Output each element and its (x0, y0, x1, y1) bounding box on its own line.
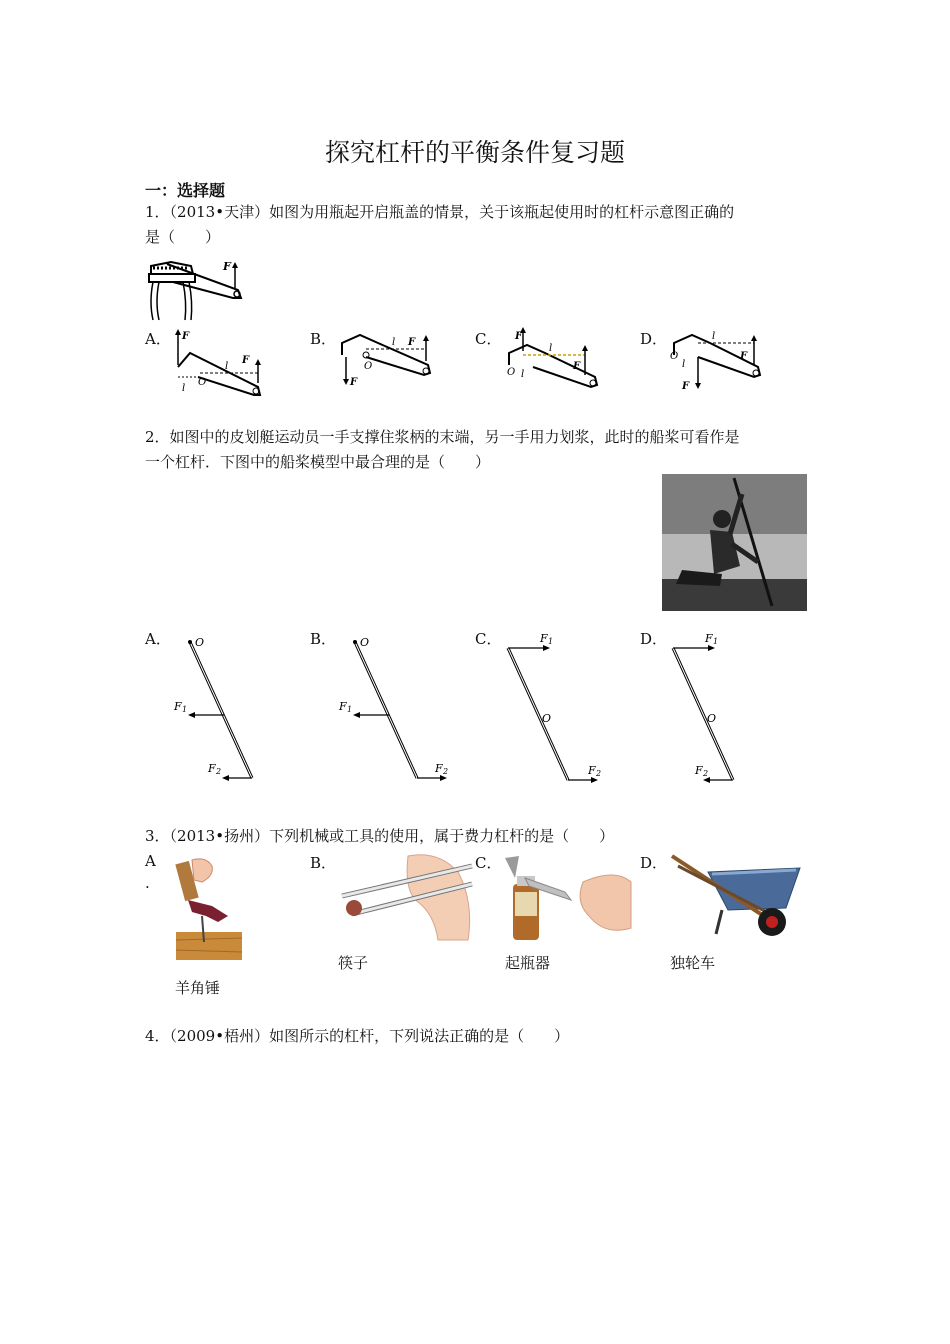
q2-diagram-c (500, 630, 610, 785)
q2-diagram-a (170, 630, 270, 785)
q2-option-c[interactable]: C． (475, 630, 502, 648)
q1-diagram-a (170, 325, 270, 400)
q1-option-b[interactable]: B． (310, 330, 337, 348)
q1d-f1-label: F (740, 351, 748, 362)
q3-caption-c: 起瓶器 (505, 954, 551, 972)
q2-option-d[interactable]: D． (640, 630, 668, 648)
q4-text-line1: 4．（2009•梧州）如图所示的杠杆，下列说法正确的是（ ） (145, 1027, 570, 1045)
q1a-l1-label: l (225, 361, 229, 372)
q3-caption-b: 筷子 (338, 954, 369, 972)
q2d-f2-sub: 2 (703, 769, 709, 778)
q2a-f2-label: F (208, 762, 216, 775)
q1a-f1-label: F (242, 355, 250, 366)
q3-option-a[interactable]: A (145, 852, 156, 870)
q2-canoe-athlete-photo (662, 474, 807, 611)
q2a-f1-sub: 1 (182, 705, 188, 714)
q1-diagram-d (668, 325, 768, 395)
q3-caption-a: 羊角锤 (175, 979, 221, 997)
q1-text-line2: 是（ ） (145, 228, 221, 246)
q3-claw-hammer-image (172, 856, 244, 962)
q2d-o-label: O (707, 712, 717, 725)
q1b-l1-label: l (392, 337, 396, 348)
q2c-o-label: O (542, 712, 552, 725)
q1c-f2-label: F (515, 331, 523, 342)
q2a-f2-sub: 2 (216, 767, 222, 776)
q1c-l1-label: l (549, 343, 553, 354)
q1-fig-f1-label: F (223, 260, 231, 273)
q1a-o-label: O (198, 377, 207, 388)
q2c-f2-sub: 2 (596, 769, 602, 778)
q1d-l2-label: l (682, 359, 686, 370)
q2-option-b[interactable]: B． (310, 630, 337, 648)
q3-chopsticks-image (338, 852, 476, 944)
q2c-f1-label: F (540, 632, 548, 645)
q3-option-c[interactable]: C． (475, 854, 502, 872)
q1c-l2-label: l (521, 369, 525, 380)
q2-text-line1: 2．如图中的皮划艇运动员一手支撑住浆柄的末端，另一手用力划浆，此时的船桨可看作是 (145, 428, 740, 446)
q2b-f2-label: F (435, 762, 443, 775)
q1-bottle-opener-figure (143, 252, 253, 324)
q1d-f2-label: F (682, 381, 690, 392)
q3-bottle-opener-image (505, 852, 633, 940)
q3-text-line1: 3．（2013•扬州）下列机械或工具的使用，属于费力杠杆的是（ ） (145, 827, 615, 845)
q2b-f1-label: F (339, 700, 347, 713)
q3-caption-d: 独轮车 (670, 954, 716, 972)
q2c-f1-sub: 1 (548, 637, 554, 646)
q2a-o-label: O (195, 636, 205, 649)
q2b-f1-sub: 1 (347, 705, 353, 714)
q1b-o-label: O (364, 361, 373, 372)
q3-option-d[interactable]: D． (640, 854, 668, 872)
q2-diagram-d (665, 630, 775, 785)
q1-option-a[interactable]: A． (145, 330, 171, 348)
q1-diagram-b (338, 325, 438, 390)
q2-option-a[interactable]: A． (145, 630, 171, 648)
q3-wheelbarrow-image (668, 852, 806, 940)
q2a-f1-label: F (174, 700, 182, 713)
q3-option-b[interactable]: B． (310, 854, 337, 872)
q2d-f1-sub: 1 (713, 637, 719, 646)
q1b-f2-label: F (350, 377, 358, 388)
q1c-f1-label: F (573, 361, 581, 372)
q2d-f2-label: F (695, 764, 703, 777)
q1-diagram-c (505, 325, 605, 395)
q1a-l2-label: l (182, 383, 186, 394)
q2c-f2-label: F (588, 764, 596, 777)
q2b-f2-sub: 2 (443, 767, 449, 776)
q1a-f2-label: F (182, 331, 190, 342)
q1-text-line1: 1．（2013•天津）如图为用瓶起开启瓶盖的情景，关于该瓶起使用时的杠杆示意图正确的 (145, 203, 735, 221)
q1-option-d[interactable]: D． (640, 330, 668, 348)
q2b-o-label: O (360, 636, 370, 649)
section-heading: 一：选择题 (145, 181, 226, 200)
q1c-o-label: O (507, 367, 516, 378)
q2-text-line2: 一个杠杆．下图中的船桨模型中最合理的是（ ） (145, 453, 491, 471)
q3-option-a-dot: . (145, 874, 150, 892)
page-title: 探究杠杆的平衡条件复习题 (324, 138, 625, 167)
q1d-l1-label: l (712, 331, 716, 342)
q2d-f1-label: F (705, 632, 713, 645)
q2-diagram-b (335, 630, 455, 785)
q1-option-c[interactable]: C． (475, 330, 502, 348)
q1b-f1-label: F (408, 337, 416, 348)
q1d-o-label: O (670, 351, 679, 362)
